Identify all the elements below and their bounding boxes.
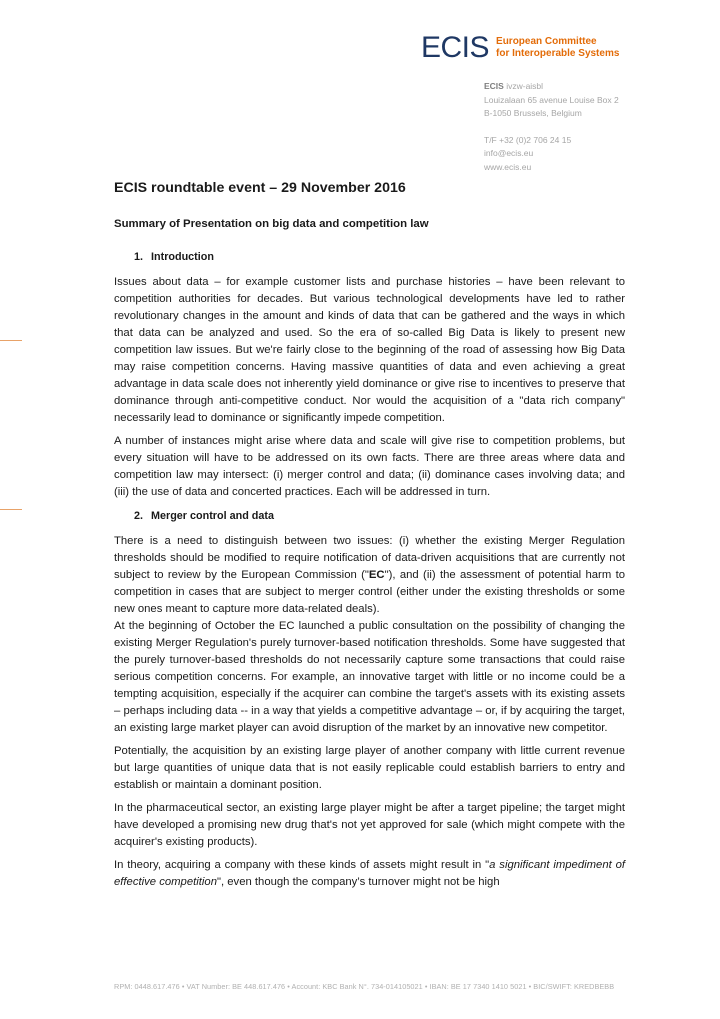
logo-name-line-2: for Interoperable Systems (496, 48, 620, 59)
paragraph: A number of instances might arise where data and scale will give rise to competition problems, but every situation will have to be addressed on its own facts. There are three areas where data and competition law may intersect: (i) merger control and data; (ii) dominance cases involving data; and (iii) the use of data and concerted practices. Each will be addressed in turn. (114, 435, 625, 498)
address-line-1: Louizalaan 65 avenue Louise Box 2 (484, 94, 619, 105)
contact-details (484, 134, 619, 175)
section-heading-merger-control (134, 507, 625, 525)
defined-term: EC (368, 569, 385, 581)
address-block (484, 80, 619, 174)
text-run: ", even though the company’s turnover might not be high (216, 876, 500, 888)
logo-full-name (496, 36, 619, 60)
section-title: Merger control and data (151, 510, 274, 522)
text-run: There is a need to distinguish between two issues: (i) whether the existing Merger Regulation thresholds should be modified to require notification of data-driven acquisitions that are currently not subject to review by the European Commission (" (114, 535, 625, 581)
paragraph: Potentially, the acquisition by an existing large player of another company with little current revenue but large quantities of unique data that is not easily replicable could establish barriers to entry and establish or maintain a dominant position. (114, 745, 625, 791)
section-number: 2. (134, 510, 144, 522)
margin-mark (0, 340, 22, 341)
document-body (114, 178, 625, 897)
org-bold: ECIS (484, 81, 504, 91)
website-link[interactable]: www.ecis.eu (484, 161, 532, 172)
paragraph: Issues about data – for example customer lists and purchase histories – have been relevant to competition authorities for decades. But various technological developments have led to rather revolutionary changes in the amount and kinds of data that can be gathered and the ways in which that data can be analyzed and used. So the era of so-called Big Data is likely to present new competition law issues. But we're fairly close to the beginning of the road of assessing how Big Data may raise competition concerns. Having massive quantities of data and even achieving a great advantage in data scale does not inherently yield dominance or give rise to incentives to preserve that dominance through anti-competitive conduct. Nor would the acquisition of a "data rich company" necessarily lead to dominance or significantly impede competition. (114, 276, 625, 424)
document-subtitle: Summary of Presentation on big data and competition law (114, 218, 429, 230)
paragraph: In the pharmaceutical sector, an existing large player might be after a target pipeline; the target might have developed a promising new drug that's not yet approved for sale (which might compete with the acquirer's existing products). (114, 802, 625, 848)
ecis-logo (421, 33, 619, 63)
org-rest: ivzw-aisbl (503, 81, 544, 91)
paragraph: At the beginning of October the EC launched a public consultation on the possibility of changing the existing Merger Regulation's purely turnover-based notification thresholds. Some have suggested that the purely turnover-based thresholds do not necessarily capture some transactions that could raise serious competition concerns. For example, an innovative target with little or no income could be a tempting acquisition, especially if the acquirer can combine the target's assets with its existing assets – perhaps including data -- in a way that yields a competitive advantage – or, if by acquiring the target, an existing large market player can avoid disruption of the market by an innovative new competitor. (114, 620, 625, 734)
address-line-2: B-1050 Brussels, Belgium (484, 108, 582, 118)
page-footer: RPM: 0448.617.476 • VAT Number: BE 448.617.476 • Account: KBC Bank N°. 734-014105021 • IBAN: BE 17 7340 1410 5021 • BIC/SWIFT: KREDBEBB (114, 982, 615, 991)
section-number: 1. (134, 251, 144, 263)
paragraph (114, 857, 625, 891)
document-title: ECIS roundtable event – 29 November 2016 (114, 180, 406, 196)
org-line (484, 80, 619, 94)
section-title: Introduction (151, 251, 214, 263)
email-link[interactable]: info@ecis.eu (484, 148, 534, 158)
text-run: In theory, acquiring a company with these kinds of assets might result in " (114, 859, 490, 871)
quoted-phrase: a significant impediment of effective competition (114, 859, 626, 888)
logo-name-line-1: European Committee (496, 36, 597, 47)
paragraph (114, 533, 625, 618)
section-heading-introduction (134, 248, 625, 266)
logo-wordmark: ECIS (421, 31, 490, 64)
text-run: "), and (ii) the assessment of potential harm to competition in cases that are subject to merger control (either under the existing thresholds or some new ones meant to capture more data-related deals). (114, 569, 626, 615)
phone: T/F +32 (0)2 706 24 15 (484, 134, 572, 145)
margin-mark (0, 509, 22, 510)
postal-address (484, 80, 619, 121)
